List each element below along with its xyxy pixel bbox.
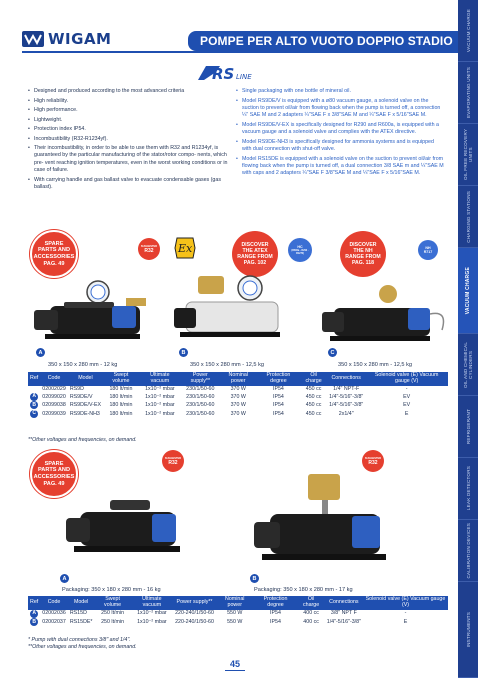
table-cell: RS9DE-NH3: [69, 410, 100, 417]
table-cell: IP54: [270, 610, 281, 617]
badge-line: RANGE FROM: [237, 254, 273, 260]
table-cell: [28, 610, 40, 619]
suggested-label: SUGGESTED: [140, 244, 158, 248]
table-cell: 220-240/1/50-60: [175, 610, 214, 617]
product-letter-c: C: [328, 348, 337, 357]
suggested-r32-badge-2: [162, 450, 184, 472]
table-row: [28, 618, 448, 627]
nh3-label: NH: [425, 246, 431, 250]
table-row: [28, 401, 448, 410]
product-letter-b: B: [179, 348, 188, 357]
brand-logo: [22, 30, 111, 48]
feature-item: • High reliability.: [28, 98, 228, 105]
suggested-r32-badge: [138, 238, 160, 260]
column-header: Oil charge: [297, 596, 324, 610]
wigam-logo-icon: [22, 31, 44, 47]
ref-letter: A: [30, 610, 38, 618]
column-header: Ref: [28, 372, 40, 386]
table-cell: 230/1/50-60: [186, 402, 215, 409]
series-logo-main: RS: [212, 65, 235, 83]
column-header: Model: [68, 372, 103, 386]
side-tab-label: OIL AND CHEMICAL CYLINDERS: [463, 341, 473, 388]
hc-badge: [288, 238, 312, 262]
side-tab-label: CALIBRATION DEVICES: [465, 522, 471, 579]
table-cell: 1x10⁻² mbar: [137, 610, 167, 617]
column-header: Power supply**: [181, 372, 220, 386]
table2-note-1: * Pump with dual connections 3/8" and 1/4".: [28, 637, 131, 643]
column-header: Oil charge: [300, 372, 327, 386]
r32-label: R32: [168, 459, 178, 466]
table-cell: RS15D: [69, 610, 87, 617]
atex-ex-icon: [173, 236, 197, 260]
side-tab[interactable]: [458, 186, 478, 248]
ref-letter: B: [30, 401, 38, 409]
ref-letter: C: [30, 410, 38, 418]
table-cell: 400 cc: [303, 610, 319, 617]
table-cell: 1/4"-5/16"-3/8": [329, 393, 364, 400]
column-header: Swept volume: [95, 596, 131, 610]
side-tab-label: VACUUM CHARGE: [464, 266, 471, 315]
table-cell: 180 lt/min: [109, 385, 133, 392]
table-cell: [28, 618, 40, 627]
table-cell: IP54: [272, 410, 284, 417]
side-tab-label: INSTRUMENTS: [465, 611, 471, 648]
table-cell: 3/8" NPT F: [330, 610, 357, 617]
column-header: Ref: [28, 596, 40, 610]
table-cell: 02002029: [42, 385, 66, 392]
column-header: Model: [68, 596, 95, 610]
side-tab[interactable]: [458, 62, 478, 124]
table-cell: 180 lt/min: [109, 393, 133, 400]
table-cell: 370 W: [230, 385, 246, 392]
features-left: [28, 88, 228, 194]
table-cell: RS9DE/V-EX: [69, 402, 102, 409]
column-header: Swept volume: [103, 372, 139, 386]
page-title: POMPE PER ALTO VUOTO DOPPIO STADIO: [188, 31, 458, 51]
table-cell: 230/1/50-60: [186, 410, 215, 417]
product-letter-a: A: [36, 348, 45, 357]
side-tab-label: LEAK DETECTORS: [465, 466, 471, 511]
feature-item: • Their incombustibility, in order to be able to use them with R32 and R1234yf, is guaranteed by the particular manufacturing of the stator/rotor compo- nents, which pre- vent reaching ignition temperatures, even in the worst working conditions or in case of failure.: [28, 145, 228, 175]
side-tab[interactable]: [458, 334, 478, 396]
column-header: Solenoid valve (E) Vacuum gauge (V): [365, 372, 448, 386]
table-cell: [28, 410, 40, 419]
discover-nh3-badge[interactable]: [340, 231, 386, 277]
series-logo-sub: LINE: [236, 73, 252, 81]
side-navigation: [458, 0, 478, 678]
table2-note-2: **Other voltages and frequencies, on demand.: [28, 644, 137, 650]
badge-line: RANGE FROM: [345, 254, 381, 260]
product-letter-a-2: A: [60, 574, 69, 583]
dims-c: 350 x 150 x 280 mm - 12,5 kg: [338, 362, 413, 368]
table-cell: EV: [403, 393, 411, 400]
pump-rs9de-nh3-image: [318, 280, 448, 350]
side-tab-label: CHARGING STATIONS: [465, 190, 471, 243]
badge-line: PAG. 49: [43, 480, 65, 487]
table-cell: 02002036: [42, 610, 66, 617]
feature-item: • Model RS9DE-NH3 is specifically designed for ammonia systems and is equipped with dual connection with shut-off valve.: [236, 139, 444, 154]
table-cell: 02099020: [42, 393, 66, 400]
table-cell: IP54: [272, 385, 284, 392]
column-header: Ultimate vacuum: [139, 372, 181, 386]
table-cell: IP54: [272, 393, 284, 400]
page-number: 45: [230, 659, 241, 669]
table-cell: 1/4"-5/16"-3/8": [326, 618, 361, 625]
column-header: Connections: [327, 372, 365, 386]
svg-text:Ex: Ex: [178, 242, 193, 255]
table-cell: RS9D: [69, 385, 84, 392]
table-cell: 02002037: [42, 618, 66, 625]
packaging-a: Packaging: 350 x 180 x 280 mm - 16 kg: [62, 587, 161, 593]
table-cell: 230/1/50-60: [186, 393, 215, 400]
badge-line: ACCESSORIES: [33, 254, 75, 260]
side-tab[interactable]: [458, 0, 478, 62]
r32-label: R32: [144, 247, 154, 254]
badge-line: DISCOVER: [349, 241, 377, 248]
page-number-underline: [225, 670, 245, 671]
feature-item: • Incombustibility (R32-R1234yf).: [28, 136, 228, 143]
badge-line: ACCESSORIES: [33, 474, 75, 480]
table-cell: 2x1/4": [338, 410, 354, 417]
table-cell: 1x10⁻² mbar: [145, 402, 175, 409]
side-tab-label: EVAPORATING UNITS: [465, 67, 471, 118]
feature-item: • Lightweight.: [28, 117, 228, 124]
dims-a: 350 x 150 x 280 mm - 12 kg: [48, 362, 118, 368]
side-tab[interactable]: [458, 124, 478, 186]
table-cell: E: [403, 618, 408, 625]
badge-line: THE ATEX: [242, 247, 268, 254]
table-cell: 370 W: [230, 410, 246, 417]
badge-line: PAG. 118: [351, 260, 375, 267]
table-cell: 1x10⁻² mbar: [137, 618, 167, 625]
specs-table-rs9: [28, 372, 448, 419]
feature-item: • Model RS9DE/V-EX is specifically designed for R290 and R600a, is equipped with a vacuum gauge and a solenoid valve and complies with the ATEX directive.: [236, 122, 444, 137]
table-cell: [28, 393, 40, 402]
table-row: [28, 386, 448, 393]
feature-item: • Single packaging with one bottle of mineral oil.: [236, 88, 444, 95]
column-header: Connections: [325, 596, 363, 610]
hc-refrigerants: (R600a - R290 - R1270): [291, 249, 309, 255]
table-cell: 450 cc: [305, 385, 322, 392]
table-row: [28, 393, 448, 402]
ref-letter: B: [30, 618, 38, 626]
suggested-label: SUGGESTED: [364, 456, 382, 460]
side-tab[interactable]: [458, 248, 478, 334]
table-cell: -: [405, 385, 408, 392]
table-row: [28, 410, 448, 419]
table-header-row: [28, 596, 448, 610]
table-cell: 220-240/1/50-60: [175, 618, 214, 625]
features-right: [236, 88, 444, 180]
badge-line: DISCOVER: [241, 241, 269, 248]
feature-item: • Designed and produced according to the most advanced criteria: [28, 88, 228, 95]
table-cell: 550 W: [227, 610, 243, 617]
badge-line: SPARE: [44, 460, 64, 467]
badge-line: SPARE: [44, 240, 64, 247]
hc-label: HC: [297, 245, 303, 249]
table-cell: 400 cc: [303, 618, 319, 625]
feature-item: • Protection index IP54.: [28, 126, 228, 133]
table-cell: E: [404, 410, 409, 417]
side-tab-label: OIL FREE RECOVERY UNITS: [463, 128, 473, 181]
side-tab[interactable]: [458, 582, 478, 678]
nh3-r717-badge: [418, 240, 438, 260]
table-cell: 550 W: [227, 618, 243, 625]
badge-line: PAG. 102: [243, 260, 267, 267]
pump-rs9de-v-image: [30, 278, 150, 348]
feature-item: • Model RS15DE is equipped with a solenoid valve on the suction to prevent oil/air from flowing back when the pump is turned off, a dual connection 3/8 SAE m and ¼"SAE M with caps and 2 adapters ¼"SAE F 3/8"SAE M and ¼"SAE F x 5/16"SAE M.: [236, 156, 444, 178]
table-cell: 180 lt/min: [109, 402, 133, 409]
dims-b: 350 x 150 x 280 mm - 12,5 kg: [190, 362, 265, 368]
table-cell: 250 lt/min: [101, 618, 125, 625]
table-cell: IP54: [272, 402, 284, 409]
table-cell: RS9DE/V: [69, 393, 93, 400]
feature-item: • Model RS9DE/V is equipped with a ø80 vacuum gauge, a solenoid valve on the suction to prevent oil/air from flowing back when the pump is turned off, a connection ¼" SAE M and 2 adapters ¼"SAE F x 3/8"SAE M and ¼"SAE F x 5/16"SAE M.: [236, 98, 444, 120]
product-letter-b-2: B: [250, 574, 259, 583]
column-header: Nominal power: [220, 372, 257, 386]
badge-line: PAG. 49: [43, 260, 65, 267]
spare-parts-badge-2[interactable]: [30, 450, 78, 498]
feature-item: • High performance.: [28, 107, 228, 114]
table-cell: 370 W: [230, 393, 246, 400]
table-cell: IP54: [270, 618, 281, 625]
side-tab[interactable]: [458, 396, 478, 458]
table-cell: 1/4" NPT-F: [333, 385, 360, 392]
table-cell: [28, 401, 40, 410]
column-header: Protection degree: [254, 596, 298, 610]
table-row: [28, 610, 448, 619]
column-header: Code: [40, 596, 68, 610]
table-cell: EV: [403, 402, 411, 409]
table-cell: 02099039: [42, 410, 66, 417]
table-header-row: [28, 372, 448, 386]
badge-line: THE NH: [353, 247, 373, 254]
table-cell: 250 lt/min: [101, 610, 125, 617]
rs-line-logo: [196, 62, 276, 84]
table-cell: 450 cc: [305, 410, 322, 417]
table-cell: 450 cc: [305, 402, 322, 409]
badge-line: PARTS AND: [37, 247, 70, 254]
column-header: Protection degree: [257, 372, 300, 386]
table-cell: 1x10⁻² mbar: [145, 393, 175, 400]
table-cell: 1x10⁻² mbar: [145, 385, 175, 392]
spare-parts-badge[interactable]: [30, 230, 78, 278]
table-cell: 180 lt/min: [109, 410, 133, 417]
pump-rs9de-v-ex-image: [168, 272, 288, 348]
pump-rs15de-image: [248, 470, 398, 578]
suggested-label: SUGGESTED: [164, 456, 182, 460]
column-header: Code: [40, 372, 68, 386]
feature-item: • With carrying handle and gas ballast valve to evacuate condensable gases (gas ballast).: [28, 177, 228, 192]
table-cell: RS15DE*: [69, 618, 93, 625]
column-header: Nominal power: [216, 596, 254, 610]
side-tab-label: VACUUM CHARGE: [465, 8, 471, 53]
side-tab[interactable]: [458, 458, 478, 520]
specs-table-rs15: [28, 596, 448, 627]
table-cell: 1/4"-5/16"-3/8": [329, 402, 364, 409]
ref-letter: A: [30, 393, 38, 401]
table-cell: 450 cc: [305, 393, 322, 400]
column-header: Solenoid valve (E) Vacuum gauge (V): [363, 596, 448, 610]
table-cell: 230/1/50-60: [186, 385, 215, 392]
table-cell: 1x10⁻² mbar: [145, 410, 175, 417]
badge-line: PARTS AND: [37, 467, 70, 474]
side-tab-label: REFRIGERANT: [465, 408, 471, 445]
column-header: Power supply**: [173, 596, 216, 610]
r32-label: R32: [368, 459, 378, 466]
table1-note: **Other voltages and frequencies, on demand.: [28, 437, 137, 443]
column-header: Ultimate vacuum: [131, 596, 173, 610]
pump-rs15d-image: [60, 494, 190, 570]
brand-name: WIGAM: [48, 30, 112, 48]
r717-label: R717: [423, 250, 433, 254]
packaging-b: Packaging: 350 x 180 x 280 mm - 17 kg: [254, 587, 353, 593]
title-divider: [22, 51, 458, 53]
side-tab[interactable]: [458, 520, 478, 582]
table-cell: -: [404, 610, 407, 617]
suggested-r32-badge-3: [362, 450, 384, 472]
table-cell: 370 W: [230, 402, 246, 409]
table-cell: [28, 386, 40, 393]
table-cell: 02099038: [42, 402, 66, 409]
discover-atex-badge[interactable]: [232, 231, 278, 277]
